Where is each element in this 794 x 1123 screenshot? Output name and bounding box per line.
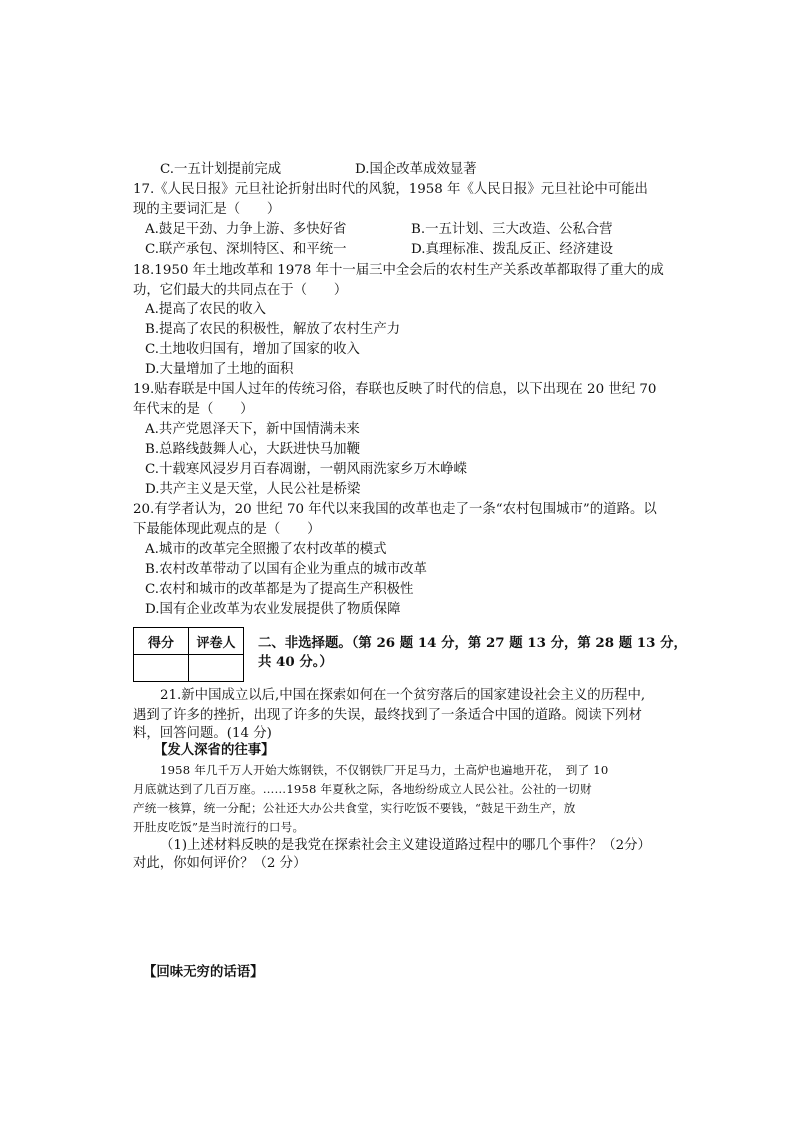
grader-cell[interactable] bbox=[189, 655, 244, 682]
section2-title-line2: 共 40 分。） bbox=[258, 654, 333, 670]
q19-option-d: D.共产主义是天堂，人民公社是桥梁 bbox=[145, 482, 361, 497]
q21-material2-title: 【回味无穷的话语】 bbox=[143, 964, 264, 980]
q16-option-d: D.国企改革成效显著 bbox=[355, 162, 477, 177]
q20-option-d: D.国有企业改革为农业发展提供了物质保障 bbox=[145, 602, 401, 617]
q19-option-b: B.总路线鼓舞人心，大跃进快马加鞭 bbox=[145, 442, 360, 457]
q21-stem-line3: 料，回答问题。(14 分) bbox=[133, 726, 272, 741]
q18-option-c: C.土地收归国有，增加了国家的收入 bbox=[145, 342, 360, 357]
q20-stem-line2: 下最能体现此观点的是（ ） bbox=[133, 522, 321, 537]
q17-option-c: C.联产承包、深圳特区、和平统一 bbox=[145, 242, 347, 257]
q20-option-b: B.农村改革带动了以国有企业为重点的城市改革 bbox=[145, 562, 427, 577]
q18-option-d: D.大量增加了土地的面积 bbox=[145, 362, 294, 377]
q19-option-a: A.共产党恩泽天下，新中国情满未来 bbox=[145, 422, 360, 437]
section2-title-line1: 二、非选择题。（第 26 题 14 分，第 27 题 13 分，第 28 题 13 分， bbox=[258, 635, 687, 651]
q18-stem-line2: 功，它们最大的共同点在于（ ） bbox=[133, 283, 348, 298]
q19-option-c: C.十载寒风浸岁月百春凋谢，一朝风雨洗家乡万木峥嵘 bbox=[145, 462, 468, 477]
score-cell[interactable] bbox=[134, 655, 189, 682]
score-table bbox=[133, 627, 244, 682]
q18-option-a: A.提高了农民的收入 bbox=[145, 302, 267, 317]
q21-material1-line1: 1958 年几千万人开始大炼钢铁，不仅钢铁厂开足马力，土高炉也遍地开花， 到了 10 bbox=[160, 763, 609, 777]
q21-material1-line3: 产统一核算，统一分配；公社还大办公共食堂，实行吃饭不要钱，“鼓足干劲生产，放 bbox=[133, 801, 576, 815]
q19-stem-line2: 年代末的是（ ） bbox=[133, 402, 254, 417]
q21-material1-line4: 开肚皮吃饭”是当时流行的口号。 bbox=[133, 820, 305, 834]
q17-stem-line2: 现的主要词汇是（ ） bbox=[133, 202, 281, 217]
grader-header: 评卷人 bbox=[189, 628, 244, 655]
q16-option-c: C.一五计划提前完成 bbox=[160, 162, 282, 177]
q21-sub1-line2: 对此，你如何评价？（2 分） bbox=[133, 856, 307, 871]
q17-option-a: A.鼓足干劲、力争上游、多快好省 bbox=[145, 222, 347, 237]
q18-stem-line1: 18.1950 年土地改革和 1978 年十一届三中全会后的农村生产关系改革都取得了重大的成 bbox=[133, 263, 664, 278]
q20-stem-line1: 20.有学者认为，20 世纪 70 年代以来我国的改革也走了一条“农村包围城市”的道路。以 bbox=[133, 502, 657, 517]
q19-stem-line1: 19.贴春联是中国人过年的传统习俗，春联也反映了时代的信息，以下出现在 20 世纪 70 bbox=[133, 382, 657, 397]
q21-material1-line2: 月底就达到了几百万座。……1958 年夏秋之际，各地纷纷成立人民公社。公社的一切财 bbox=[133, 782, 592, 796]
q18-option-b: B.提高了农民的积极性，解放了农村生产力 bbox=[145, 322, 401, 337]
q21-stem-line1: 21.新中国成立以后,中国在探索如何在一个贫穷落后的国家建设社会主义的历程中, bbox=[160, 688, 646, 703]
q20-option-c: C.农村和城市的改革都是为了提高生产积极性 bbox=[145, 582, 414, 597]
score-header: 得分 bbox=[134, 628, 189, 655]
q17-option-d: D.真理标准、拨乱反正、经济建设 bbox=[411, 242, 613, 257]
q20-option-a: A.城市的改革完全照搬了农村改革的模式 bbox=[145, 542, 387, 557]
q17-stem-line1: 17.《人民日报》元旦社论折射出时代的风貌，1958 年《人民日报》元旦社论中可能出 bbox=[133, 182, 648, 197]
q21-sub1-line1: （1)上述材料反映的是我党在探索社会主义建设道路过程中的哪几个事件？（2分） bbox=[160, 838, 651, 853]
q17-option-b: B.一五计划、三大改造、公私合营 bbox=[411, 222, 613, 237]
q21-material1-title: 【发人深省的往事】 bbox=[154, 742, 275, 758]
q21-stem-line2: 遇到了许多的挫折，出现了许多的失误，最终找到了一条适合中国的道路。阅读下列材 bbox=[133, 708, 642, 723]
